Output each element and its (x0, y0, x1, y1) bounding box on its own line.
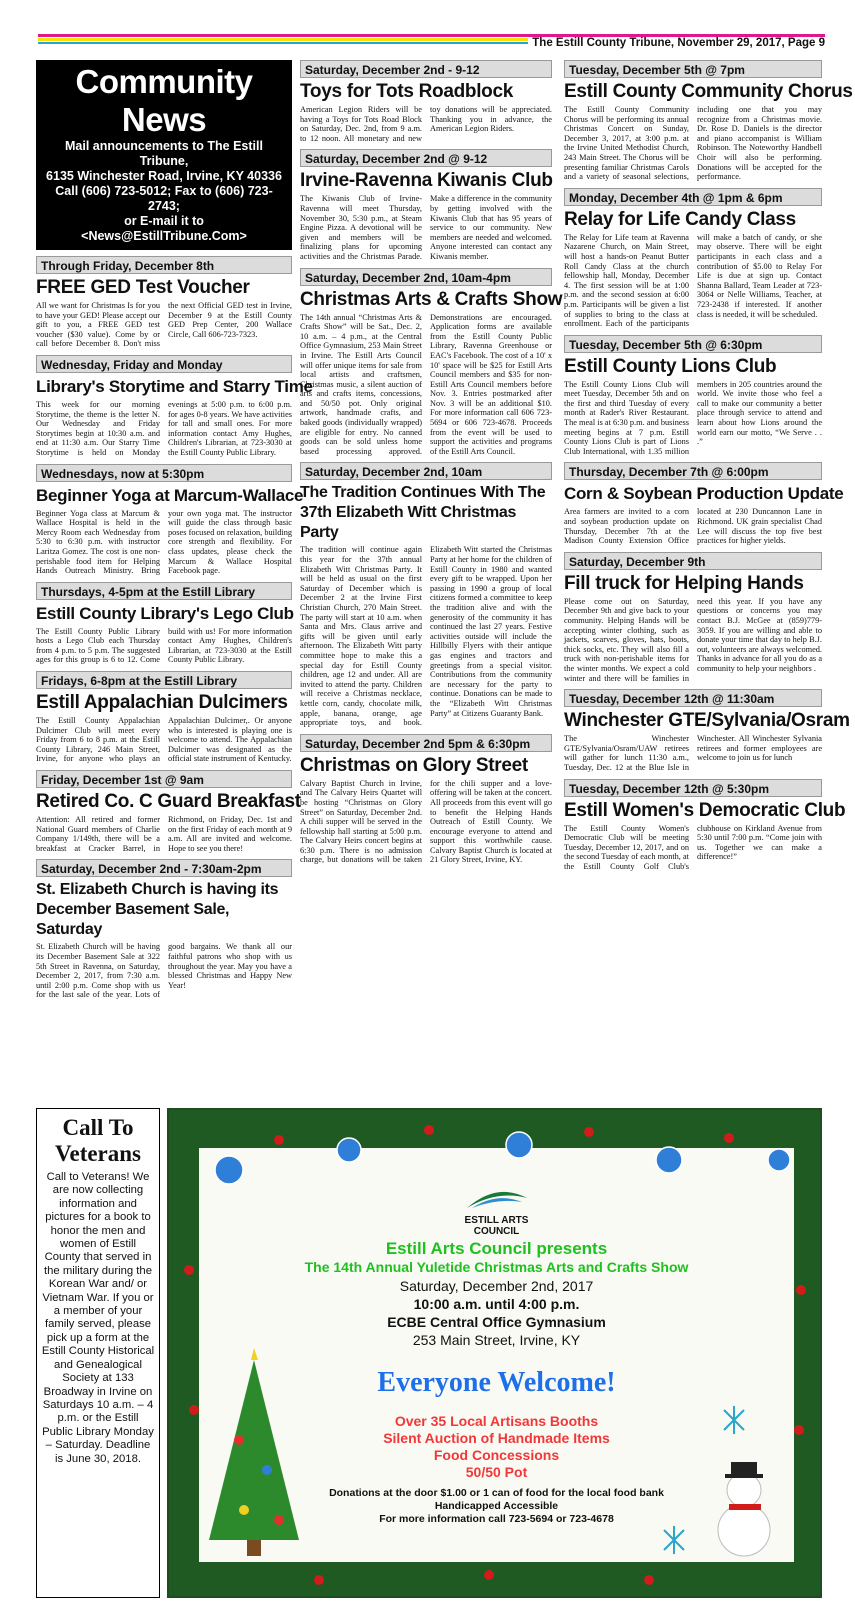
article-headline: Estill Women's Democratic Club (564, 799, 846, 821)
col3-articles (564, 60, 853, 872)
ad-venue: ECBE Central Office Gymnasium (387, 1314, 606, 1330)
article-body: The Estill County Appalachian Dulcimer Club will meet every Friday from 6 to 8 p.m. at the Estill County Library, 246 Main Street, Irvine, for anyone who plays an Appalachian Dulcimer,. Or anyone who is interested is playing one is welcome to attend. The Appalachian Dulcimer was designated as the official state instrument of Kentucky. (36, 716, 292, 764)
ad-address: 253 Main Street, Irvine, KY (412, 1332, 581, 1348)
article-headline: St. Elizabeth Church is having its December Basement Sale, Saturday (36, 881, 279, 939)
ad-date: Saturday, December 2nd, 2017 (399, 1278, 594, 1294)
date-banner: Tuesday, December 12th @ 11:30am (564, 689, 822, 707)
date-banner: Saturday, December 2nd @ 9-12 (300, 149, 552, 167)
community-news-box (36, 60, 292, 250)
article-headline: Beginner Yoga at Marcum-Wallace (36, 485, 304, 505)
ad-content (229, 1180, 764, 1526)
date-banner: Saturday, December 2nd 5pm & 6:30pm (300, 734, 552, 752)
article-body: Attention: All retired and former National Guard members of Charlie Company 1/149th, there will be a breakfast at Cracker Barrel, in Richmond, on Friday, Dec. 1st and on the first Friday of each month at 9 a.m. All are invited and welcome. Hope to see you there! (36, 815, 292, 853)
col2-articles (300, 60, 563, 865)
ad-welcome: Everyone Welcome! (377, 1367, 616, 1398)
article-body: The Winchester GTE/Sylvania/Osram/UAW retirees will gather for lunch 11:30 a.m., Tuesday, Dec. 12 at the Blue Isle in Winchester. All Winchester Sylvania retirees and former employees are welcome to join us for lunch (564, 734, 822, 772)
article-body: St. Elizabeth Church will be having its December Basement Sale at 322 5th Street in Ravenna, on Saturday, December 2, 2017, from 7:30 a.m. until 2:00 p.m. Come shop with us for the last sale of the year. Lots of good bargains. We thank all our faithful patrons who shop with us throughout the year. May you have a blessed Christmas and Happy New Year! (36, 942, 292, 1000)
veterans-text: Call to Veterans! We are now collecting information and pictures for a book to honor the men and women of Estill County that served in the military during the Korean War and/ or Vietnam War. If you or a member of your family served, please pick up a form at the Estill County Historical and Genealogical Society at 133 Broadway in Irvine on Saturdays 10 a.m. – 4 p.m. or the Estill Public Library Monday – Saturday. Deadline is June 30, 2018. (41, 1171, 155, 1465)
contact-line: or E-mail it to <News@EstillTribune.Com> (81, 214, 247, 243)
ad-feature: Over 35 Local Artisans Booths (394, 1413, 599, 1429)
article-body: All we want for Christmas Is for you to have your GED! Please accept our gift to you, a FREE GED test voucher ($30 value). Come by or call before December 8. Don't miss the next Official GED test in Irvine, December 9 at the Estill County GED Prep Center, 200 Wallace Circle, Call 606-723-7323. (36, 301, 292, 349)
article-headline: Library's Storytime and Starry Time (36, 376, 313, 396)
ad-access: Handicapped Accessible (434, 1500, 559, 1512)
date-banner: Saturday, December 2nd - 7:30am-2pm (36, 859, 292, 877)
article-headline: Relay for Life Candy Class (564, 208, 796, 230)
article-headline: Winchester GTE/Sylvania/Osram (564, 710, 850, 732)
veterans-title: Call To Veterans (54, 1115, 142, 1166)
article-body: The Kiwanis Club of Irvine-Ravenna will meet Thursday, November 30, 5:30 p.m., at Steam Engine Pizza. A devotional will be given and members will be finalizing plans for upcoming activities and the Christmas Parade. Make a difference in the community by getting involved with the Kiwanis Club that has 95 years of service to our community. New members are needed and welcomed. Anyone interested can contact any Kiwanis member. (300, 194, 552, 261)
contact-line: Mail announcements to The Estill Tribune, (65, 139, 263, 168)
article-headline: Toys for Tots Roadblock (300, 81, 514, 102)
date-banner: Tuesday, December 5th @ 6:30pm (564, 335, 822, 353)
article-headline: Estill Appalachian Dulcimers (36, 692, 288, 714)
article-headline: FREE GED Test Voucher (36, 277, 250, 298)
date-banner: Tuesday, December 5th @ 7pm (564, 60, 822, 78)
article-body: American Legion Riders will be having a Toys for Tots Road Block on Saturday, Dec. 2nd, from 9 a.m. to 12 noon. All monetary and new toy donations will be appreciated. Thanking you in advance, the American Legion Riders. (300, 105, 552, 143)
date-banner: Thursday, December 7th @ 6:00pm (564, 462, 822, 480)
date-banner: Saturday, December 9th (564, 552, 822, 570)
contact-line: Call (606) 723-5012; Fax to (606) 723-2743; (55, 184, 273, 213)
article-headline: Estill County Library's Lego Club (36, 603, 294, 623)
article-headline: Retired Co. C Guard Breakfast (36, 791, 301, 813)
article-headline: Christmas on Glory Street (300, 754, 528, 776)
col1-articles (36, 256, 313, 1000)
article-body: The Estill County Women's Democratic Club will be meeting Tuesday, December 12, 2017, and on the second Tuesday of each month, at the Estill County Golf Club's clubhouse on Kirkland Avenue from 5:30 until 7:00 p.m. “Come join with us. Together we can make a difference!” (564, 823, 822, 871)
ad-info: For more information call 723-5694 or 723-4678 (379, 1513, 614, 1525)
date-banner: Saturday, December 2nd - 9-12 (300, 60, 552, 78)
arts-council-ad (167, 1108, 822, 1598)
column-3 (564, 60, 853, 872)
logo-text-1: ESTILL ARTS (464, 1215, 529, 1226)
column-1 (36, 60, 313, 1000)
contact-line: 6135 Winchester Road, Irvine, KY 40336 (46, 169, 282, 183)
date-banner: Wednesday, Friday and Monday (36, 355, 292, 373)
article-headline: Corn & Soybean Production Update (564, 484, 844, 504)
date-banner: Through Friday, December 8th (36, 256, 292, 274)
ad-donations: Donations at the door $1.00 or 1 can of food for the local food bank (329, 1487, 664, 1499)
article-body: Beginner Yoga class at Marcum & Wallace Hospital is held in the Mercy Room each Wednesday from 5:30 to 6:30 p.m. with instructor Laritza Gomez. The cost is one non-perishable food item for Helping Hands Outreach Ministry. Bring your own yoga mat. The instructor will guide the class through basic poses focused on relaxation, building core strength and flexibility. For class updates, please check the Marcum & Wallace Hospital Facebook page. (36, 508, 292, 576)
article-headline: Fill truck for Helping Hands (564, 572, 804, 594)
article-headline: Christmas Arts & Crafts Show (300, 288, 563, 310)
ad-feature: Food Concessions (433, 1447, 560, 1463)
article-body: The Estill County Community Chorus will be performing its annual Christmas Concert on Sunday, December 3, 2017, at 3:00 p.m. at the Irvine United Methodist Church, 243 Main Street. The Chorus will be presenting familiar Christmas Carols and a variety of seasonal selections, including one that you may recognize from a Christmas movie. Dr. Rose D. Daniels is the director and piano accompanist is William Robinson. The Noteworthy Handbell Choir will also be performing. Donations will be accepted for the performance. (564, 105, 822, 182)
article-headline: Irvine-Ravenna Kiwanis Club (300, 170, 553, 192)
date-banner: Friday, December 1st @ 9am (36, 770, 292, 788)
date-banner: Tuesday, December 12th @ 5:30pm (564, 779, 822, 797)
article-body: The tradition will continue again this year for the 37th annual Elizabeth Witt Christmas Party. It will be held as usual on the first Saturday of December which is December 2 at the Irvine First Christian Church, 270 Main Street. The party will start at 10 a.m. when Santa and Mrs. Claus arrive and gifts will be given until early afternoon. The Elizabeth Witt party committee hope to make this a special day for Estill County children, age 12 and under. All are invited to attend the party. Children will receive a Christmas necklace, kettle corn, candy, chocolate milk, apple, banana, orange, age appropriate toys, and book. Elizabeth Witt started the Christmas Party at her home for the children of Estill County in 1980 and wanted every gift to be wrapped. Upon her passing in 1990 a group of local citizens formed a committee to keep the tradition alive and with the generosity of the community it has continued the last 27 years. Festive activities outside will include the Hillbilly Flyers with their antique gas engines and tractors and greetings from a special visitor. Contributions from the community are necessary for the party to continue. Donations can be made to the “Elizabeth Witt Christmas Party” at Citizens Guaranty Bank. (300, 545, 552, 728)
article-body: The Estill County Lions Club will meet Tuesday, December 5th and on the first and third Tuesday of every month at Rader's River Restaurant. The meal is at 6:30 p.m. and business meeting begins at 7 p.m. Estill County Lions Club is part of Lions Club International, with 1.35 million members in 205 countries around the world. We invite those who feel a call to make our community a better place through service to attend and learn about how Lions around the world earn our motto, “We Serve . . .” (564, 379, 822, 456)
date-banner: Thursdays, 4-5pm at the Estill Library (36, 582, 292, 600)
ad-presents: Estill Arts Council presents (385, 1239, 608, 1258)
article-headline: Estill County Community Chorus (564, 81, 853, 102)
arts-council-logo (462, 1186, 532, 1237)
column-2 (300, 60, 563, 865)
date-banner: Monday, December 4th @ 1pm & 6pm (564, 188, 822, 206)
article-body: The Estill County Public Library hosts a Lego Club each Thursday from 4 p.m. to 5 p.m. The suggested ages for this group is 6 to 12. Come build with us! For more information contact Amy Hughes, Children's Librarian, at 723-3030 at the Estill County Public Library. (36, 626, 292, 665)
call-to-veterans-box (36, 1108, 160, 1598)
date-banner: Fridays, 6-8pm at the Estill Library (36, 671, 292, 689)
ad-show-title: The 14th Annual Yuletide Christmas Arts and Crafts Show (304, 1259, 689, 1275)
section-title: Community News (75, 63, 253, 138)
article-body: Calvary Baptist Church in Irvine, and The Calvary Heirs Quartet will be hosting “Christmas on Glory Street” on Saturday, December 2nd. A chili supper will be served in the fellowship hall starting at 5:00 p.m. The Calvary Heirs concert begins at 6:30 p.m. There is no admission charge, but donations will be taken for the chili supper and a love-offering will be taken at the concert. All proceeds from this event will go to benefit the Helping Hands Outreach of Estill County. We encourage everyone to attend and support this worthwhile cause. Calvary Baptist Church is located at 21 Glory Street, Irvine, KY. (300, 778, 552, 865)
article-headline: The Tradition Continues With The 37th Elizabeth Witt Christmas Party (300, 484, 546, 542)
logo-text-2: COUNCIL (473, 1226, 520, 1237)
article-body: The Relay for Life team at Ravenna Nazarene Church, on Main Street, will host a hands-on Peanut Butter Roll Candy Class at the church fellowship hall, Monday, December 4. The first session will be at 1:00 p.m. and the second session at 6:00 p.m. Participants will be given a list of supplies to bring to the class at enrollment. Each of the participants will make a batch of candy, or she may observe. There will be eight participants in each class and a contribution of $5.00 to Relay For Life is due at sign up. Contact Shanna Ballard, Team Leader at 723-3064 or Nelle Williams, Teacher, at 723-2438 if interested. If another class is needed, it will be scheduled. (564, 232, 822, 329)
page-header: The Estill County Tribune, November 29, 2017, Page 9 (528, 37, 825, 49)
article-headline: Estill County Lions Club (564, 355, 777, 377)
date-banner: Saturday, December 2nd, 10am (300, 462, 552, 480)
logo-swoosh-icon (462, 1186, 532, 1210)
date-banner: Wednesdays, now at 5:30pm (36, 464, 292, 482)
ad-time: 10:00 a.m. until 4:00 p.m. (413, 1296, 580, 1312)
ad-feature: Silent Auction of Handmade Items (383, 1430, 610, 1446)
article-body: Area farmers are invited to a corn and soybean production update on Thursday, December 7th at the Madison County Extension Office located at 230 Duncannon Lane in Richmond. UK grain specialist Chad Lee will discuss the top five best practices for higher yields. (564, 507, 822, 546)
ad-feature: 50/50 Pot (465, 1464, 528, 1480)
article-body: The 14th annual “Christmas Arts & Crafts Show” will be Sat., Dec. 2, 10 a.m. – 4 p.m., at the Central Office Gymnasium, 253 Main Street in Irvine. The Estill Arts Council will offer unique items for sale from local artists and craftsmen, Christmas music, a silent auction of arts and crafts items, concessions, and 50/50 pot. Only original artwork, handmade crafts, and baked goods (individually wrapped) are eligible for entry. No canned goods can be sold unless home based processing approved. Demonstrations are encouraged. Application forms are available from the Estill County Public Library, Ravenna Greenhouse or EAC's Facebook. The cost of a 10' x 10' space will be $25 for Estill Arts Council members and $35 for non-Estill Arts Council members before Nov. 3. Entries postmarked after Nov. 3 will be an additional $10. For more information call 606 723-5694 or 606 723-4678. Proceeds from the event will be used to support the activities and programs of the Estill Arts Council. (300, 312, 552, 456)
date-banner: Saturday, December 2nd, 10am-4pm (300, 268, 552, 286)
article-body: Please come out on Saturday, December 9th and give back to your community. Helping Hands will be accepting winter clothing, such as jackets, scarves, gloves, hats, boots, thick socks, etc. They will also fill a truck with non-perishable items for the winter months. We expect a cold winter and there will be families in need this year. If you have any questions or concerns you may contact B.J. McGee at (859)779-3059. If you are willing and able to donate your time that day to help B.J. out, volunteers are always welcomed. Thanks in advance for all you do as a community to help your neighbors . (564, 596, 822, 683)
article-body: This week for our morning Storytime, the theme is the letter N. Our Wednesday and Friday Storytimes begin at 10:30 a.m. and end at 11:30 a.m. Our Starry Time Storytime is held on Monday evenings at 5:00 p.m. to 6:00 p.m. for ages 0-8 years. We have activities for tall and small ones. For more information contact Amy Hughes, Children's Librarian, at 723-3030 at the Estill County Public Library. (36, 399, 292, 457)
